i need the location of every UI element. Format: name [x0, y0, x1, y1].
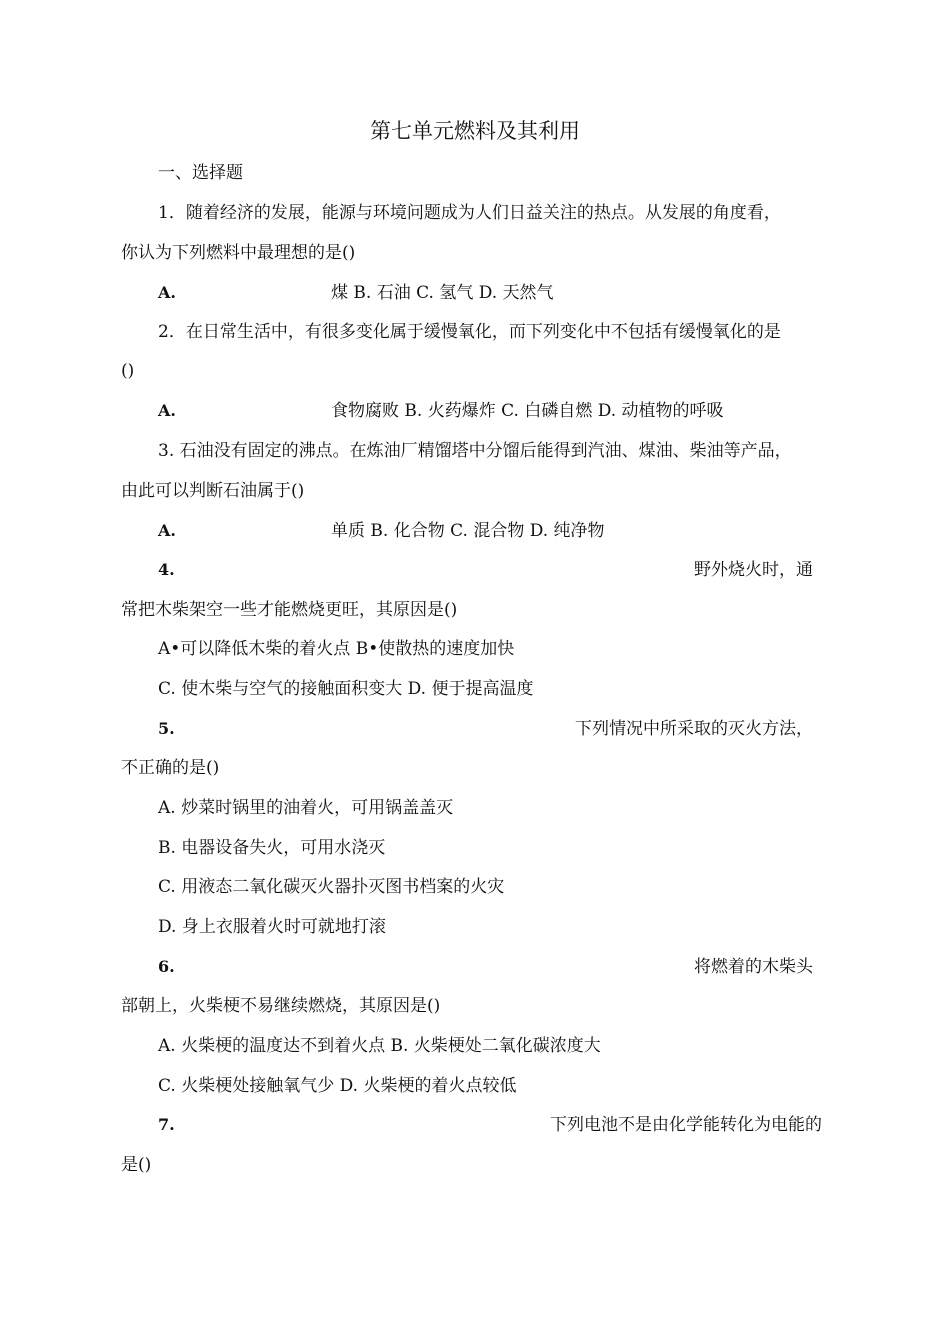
question-5-line-2: 不正确的是()	[121, 758, 220, 778]
question-1-options: 煤 B. 石油 C. 氢气 D. 天然气	[331, 283, 554, 303]
question-3-line-2: 由此可以判断石油属于()	[121, 481, 305, 501]
question-2-line-1: 2．在日常生活中，有很多变化属于缓慢氧化，而下列变化中不包括有缓慢氧化的是	[158, 322, 781, 342]
question-7-line-1: 下列电池不是由化学能转化为电能的	[550, 1115, 822, 1135]
question-4-line-1: 野外烧火时，通	[694, 560, 813, 580]
question-5-option-a: A. 炒菜时锅里的油着火，可用锅盖盖灭	[158, 798, 454, 818]
question-5-option-d: D. 身上衣服着火时可就地打滚	[158, 917, 386, 937]
question-1-line-1: 1．随着经济的发展，能源与环境问题成为人们日益关注的热点。从发展的角度看，	[158, 203, 781, 223]
question-5-option-b: B. 电器设备失火，可用水浇灭	[158, 838, 386, 858]
question-3-options: 单质 B. 化合物 C. 混合物 D. 纯净物	[331, 521, 605, 541]
question-5-line-1: 下列情况中所采取的灭火方法，	[575, 719, 813, 739]
section-heading: 一、选择题	[158, 163, 243, 183]
question-3-line-1: 3. 石油没有固定的沸点。在炼油厂精馏塔中分馏后能得到汽油、煤油、柴油等产品，	[158, 441, 792, 461]
question-2-options: 食物腐败 B. 火药爆炸 C. 白磷自燃 D. 动植物的呼吸	[331, 401, 724, 421]
question-5-option-c: C. 用液态二氧化碳灭火器扑灭图书档案的火灾	[158, 877, 505, 897]
page-title: 第七单元燃料及其利用	[370, 119, 580, 143]
question-7-line-2: 是()	[121, 1155, 152, 1175]
question-4-option-ab: A•可以降低木柴的着火点 B•使散热的速度加快	[158, 639, 515, 659]
question-1-option-label: A.	[158, 283, 176, 302]
question-6-option-ab: A. 火柴梗的温度达不到着火点 B. 火柴梗处二氧化碳浓度大	[158, 1036, 601, 1056]
question-6-number: 6.	[158, 957, 175, 976]
question-2-option-label: A.	[158, 401, 176, 420]
question-1-line-2: 你认为下列燃料中最理想的是()	[121, 243, 356, 263]
question-6-line-2: 部朝上，火柴梗不易继续燃烧，其原因是()	[121, 996, 441, 1016]
question-5-number: 5.	[158, 719, 175, 738]
question-4-number: 4.	[158, 560, 175, 579]
question-3-option-label: A.	[158, 521, 176, 540]
question-4-line-2: 常把木柴架空一些才能燃烧更旺，其原因是()	[121, 600, 458, 620]
question-6-line-1: 将燃着的木柴头	[694, 957, 813, 977]
question-7-number: 7.	[158, 1115, 175, 1134]
question-2-line-2: ()	[121, 361, 135, 381]
question-6-option-cd: C. 火柴梗处接触氧气少 D. 火柴梗的着火点较低	[158, 1076, 517, 1096]
question-4-option-cd: C. 使木柴与空气的接触面积变大 D. 便于提高温度	[158, 679, 534, 699]
